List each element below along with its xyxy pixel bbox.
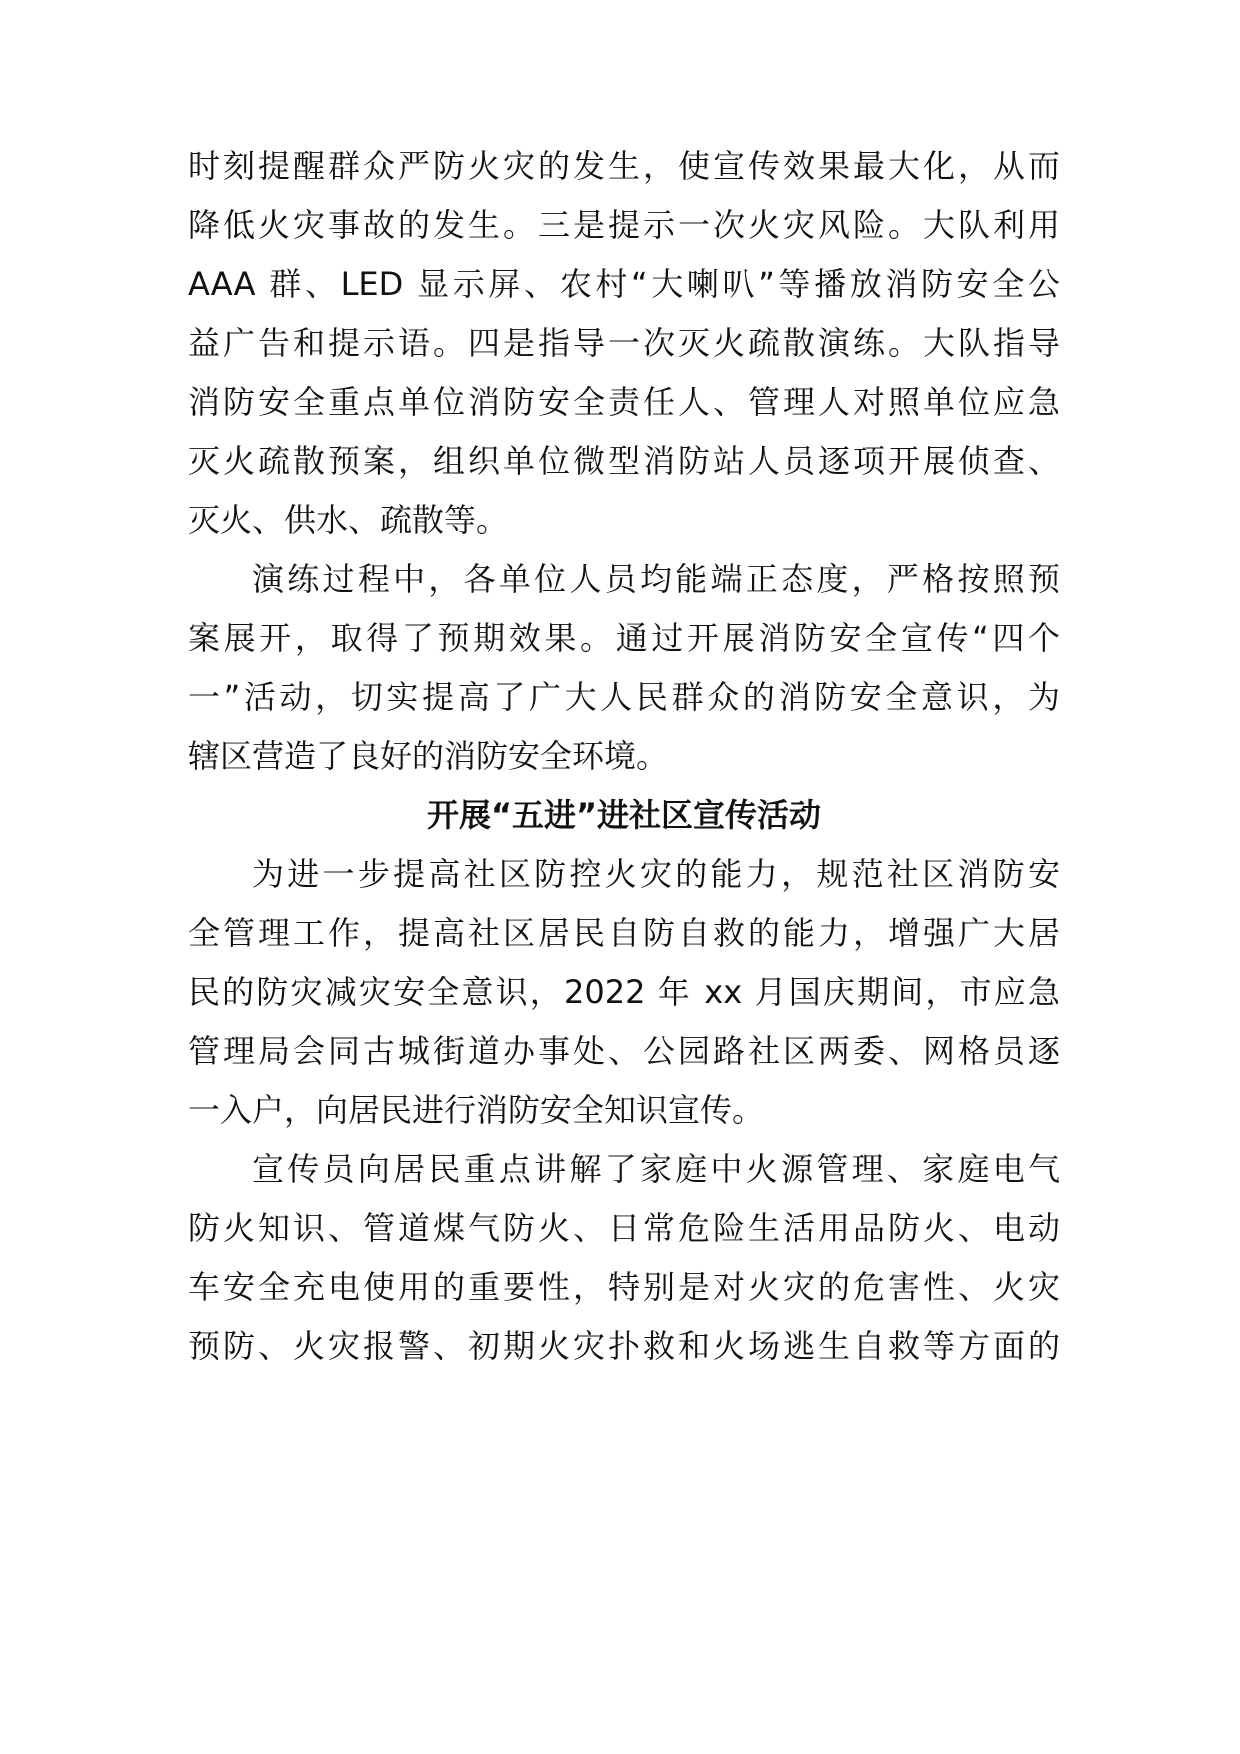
- paragraph-line: 预防、火灾报警、初期火灾扑救和火场逃生自救等方面的: [188, 1327, 1060, 1365]
- paragraph-line: 为进一步提高社区防控火灾的能力，规范社区消防安: [252, 855, 1060, 893]
- paragraph-line: 消防安全重点单位消防安全责任人、管理人对照单位应急: [188, 383, 1060, 421]
- paragraph-line: 车安全充电使用的重要性，特别是对火灾的危害性、火灾: [188, 1268, 1060, 1306]
- section-heading: 开展“五进”进社区宣传活动: [426, 796, 822, 834]
- paragraph-line: 益广告和提示语。四是指导一次灭火疏散演练。大队指导: [188, 324, 1060, 362]
- paragraph-line: 全管理工作，提高社区居民自防自救的能力，增强广大居: [188, 914, 1060, 952]
- paragraph-line: AAA 群、LED 显示屏、农村“大喇叭”等播放消防安全公: [188, 265, 1060, 303]
- paragraph-line: 防火知识、管道煤气防火、日常危险生活用品防火、电动: [188, 1209, 1060, 1247]
- paragraph-line: 演练过程中，各单位人员均能端正态度，严格按照预: [252, 560, 1060, 598]
- paragraph-line: 一”活动，切实提高了广大人民群众的消防安全意识，为: [188, 678, 1060, 716]
- paragraph-line: 降低火灾事故的发生。三是提示一次火灾风险。大队利用: [188, 206, 1060, 244]
- paragraph-line: 时刻提醒群众严防火灾的发生，使宣传效果最大化，从而: [188, 147, 1060, 185]
- paragraph-line: 宣传员向居民重点讲解了家庭中火源管理、家庭电气: [252, 1150, 1060, 1188]
- paragraph-line: 管理局会同古城街道办事处、公园路社区两委、网格员逐: [188, 1032, 1060, 1070]
- paragraph-line: 民的防灾减灾安全意识，2022 年 xx 月国庆期间，市应急: [188, 973, 1060, 1011]
- paragraph-line: 灭火、供水、疏散等。: [188, 501, 509, 539]
- paragraph-line: 一入户，向居民进行消防安全知识宣传。: [188, 1091, 765, 1129]
- paragraph-line: 案展开，取得了预期效果。通过开展消防安全宣传“四个: [188, 619, 1060, 657]
- paragraph-line: 灭火疏散预案，组织单位微型消防站人员逐项开展侦查、: [188, 442, 1060, 480]
- paragraph-line: 辖区营造了良好的消防安全环境。: [188, 737, 669, 775]
